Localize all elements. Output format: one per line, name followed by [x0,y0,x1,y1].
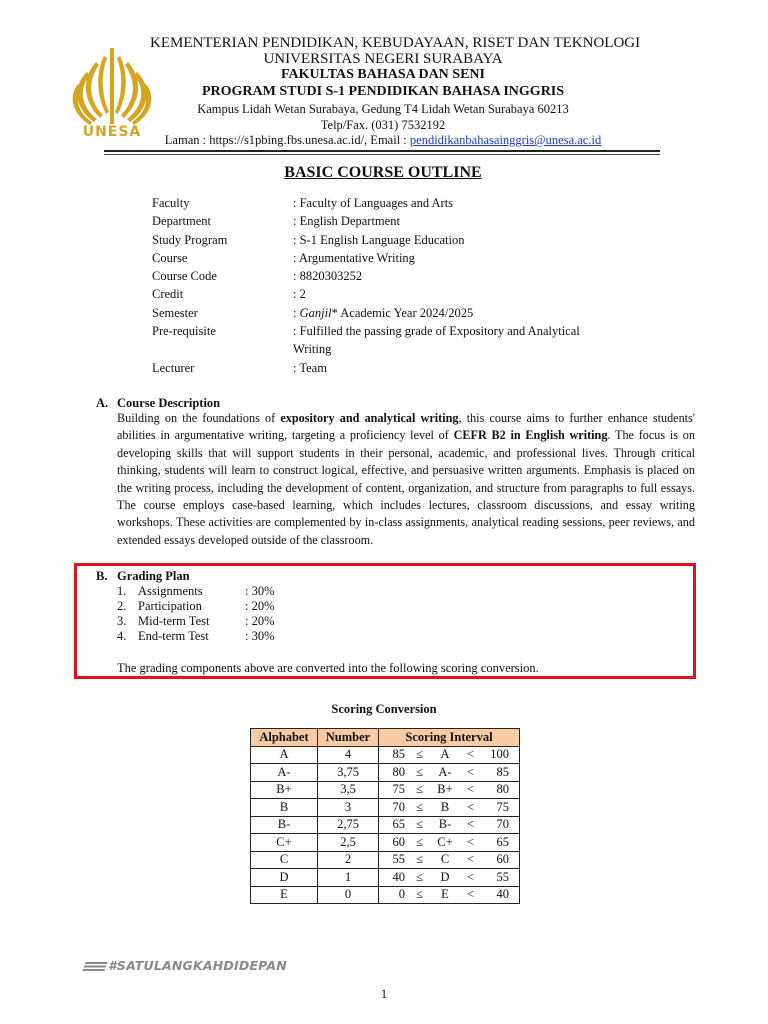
cell-interval: 60 ≤ C+ < 65 [379,834,520,852]
course-description: Building on the foundations of expository and analytical writing, this course aims to further enhance students' abilities in argumentative writing, targeting a proficiency level of CEFR B2 in English writing. The focus is on developing skills that will support students in their personal, academic, and professional lives. Through critical thinking, students will learn to construct logical, effective, and persuasive written arguments. Emphasis is placed on the writing process, including the development of content, organization, and structure from paragraphs to full essays. The course employs case-based learning, which includes lectures, classroom discussions, and essay writing workshops. These activities are complemented by in-class assignments, analytical reading sessions, peer reviews, and extended essays developed outside of the classroom. [117,411,695,547]
cell-alphabet: D [251,869,318,887]
page-number: 1 [380,987,388,1001]
info-row-course: Course : Argumentative Writing [152,250,415,265]
program-name: PROGRAM STUDI S-1 PENDIDIKAN BAHASA INGGRIS [201,84,565,99]
document-title: BASIC COURSE OUTLINE [284,164,482,181]
table-row [251,764,520,782]
cell-number: 3 [318,799,379,817]
info-row-prerequisite: Pre-requisite : Fulfilled the passing grade of Expository and Analytical Writing [152,324,580,357]
info-row-study-program: Study Program : S-1 English Language Education [152,232,465,247]
cell-interval: 0 ≤ E < 40 [379,886,520,904]
cell-number: 2 [318,851,379,869]
cell-alphabet: C [251,851,318,869]
header-alphabet: Alphabet [251,729,318,747]
letterhead-rule-thin [104,154,660,155]
table-row [251,781,520,799]
campus-address: Kampus Lidah Wetan Surabaya, Gedung T4 Lidah Wetan Surabaya 60213 [197,102,569,116]
table-row [251,834,520,852]
info-row-credit: Credit : 2 [152,287,306,302]
cell-interval: 70 ≤ B < 75 [379,799,520,817]
grading-item: 1. Assignments : 30% [117,584,275,598]
table-row [251,799,520,817]
university-name: UNIVERSITAS NEGERI SURABAYA [263,51,503,67]
header-interval: Scoring Interval [379,729,520,747]
info-row-semester: Semester : Ganjil* Academic Year 2024/2025 [152,305,474,320]
table-row [251,886,520,904]
grading-list [117,584,275,644]
logo-text: UNESA [82,124,142,140]
cell-alphabet: B+ [251,781,318,799]
web-email-line [150,132,616,148]
cell-interval: 80 ≤ A- < 85 [379,764,520,782]
cell-interval: 55 ≤ C < 60 [379,851,520,869]
cell-alphabet: A- [251,764,318,782]
hashtag-footer: #SATULANGKAHDIDEPAN [84,958,287,973]
section-a-heading: A. Course Description [96,396,221,410]
cell-alphabet: B- [251,816,318,834]
table-row [251,869,520,887]
table-header-row [251,729,520,747]
cell-interval: 85 ≤ A < 100 [379,746,520,764]
grading-item: 3. Mid-term Test : 20% [117,614,275,628]
ministry-name: KEMENTERIAN PENDIDIKAN, KEBUDAYAAN, RISET DAN TEKNOLOGI [150,35,641,51]
info-row-course-code: Course Code : 8820303252 [152,269,363,284]
grading-note: The grading components above are converted into the following scoring conversion. [117,661,539,675]
section-b-heading: B. Grading Plan [96,569,190,583]
grading-item: 4. End-term Test : 30% [117,629,275,643]
cell-interval: 75 ≤ B+ < 80 [379,781,520,799]
header-number: Number [318,729,379,747]
cell-alphabet: B [251,799,318,817]
table-row [251,816,520,834]
info-row-department: Department : English Department [152,214,400,229]
cell-alphabet: C+ [251,834,318,852]
cell-number: 2,5 [318,834,379,852]
grading-item: 2. Participation : 20% [117,599,275,613]
cell-alphabet: A [251,746,318,764]
cell-number: 4 [318,746,379,764]
cell-number: 2,75 [318,816,379,834]
phone-fax: Telp/Fax. (031) 7532192 [320,118,446,132]
scoring-title: Scoring Conversion [331,702,437,716]
email-link[interactable]: pendidikanbahasainggris@unesa.ac.id [409,133,602,147]
web-prefix: Laman : https://s1pbing.fbs.unesa.ac.id/, Email : [164,133,410,147]
unesa-logo [66,42,158,146]
cell-number: 3,75 [318,764,379,782]
cell-number: 1 [318,869,379,887]
course-info [152,194,612,377]
cell-interval: 65 ≤ B- < 70 [379,816,520,834]
speed-lines-icon [82,962,107,971]
cell-alphabet: E [251,886,318,904]
cell-number: 3,5 [318,781,379,799]
scoring-table [250,728,520,904]
faculty-name: FAKULTAS BAHASA DAN SENI [281,67,485,82]
table-row [251,851,520,869]
cell-interval: 40 ≤ D < 55 [379,869,520,887]
cell-number: 0 [318,886,379,904]
info-row-faculty: Faculty : Faculty of Languages and Arts [152,196,454,210]
info-row-lecturer: Lecturer : Team [152,360,327,375]
table-row [251,746,520,764]
letterhead-rule-thick [104,150,660,152]
